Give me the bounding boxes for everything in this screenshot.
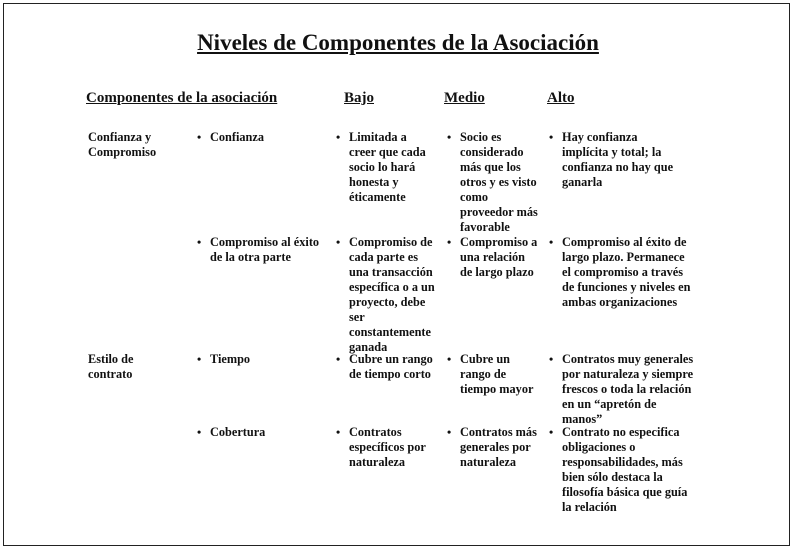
bullet-icon: •: [447, 235, 452, 249]
cell-alto: Contratos muy generales por naturaleza y siempre frescos o toda la relación en un “apretón de manos”: [562, 352, 694, 426]
header-alto: Alto: [547, 90, 575, 106]
bullet-icon: •: [336, 130, 341, 144]
row-category: Estilo de contrato: [88, 352, 134, 381]
bullet-icon: •: [336, 235, 341, 249]
cell-medio: Compromiso a una relación de largo plazo: [460, 235, 538, 279]
bullet-icon: •: [549, 425, 554, 439]
cell-component: Compromiso al éxito de la otra parte: [210, 235, 320, 264]
bullet-icon: •: [447, 425, 452, 439]
cell-bajo: Limitada a creer que cada socio lo hará honesta y éticamente: [349, 130, 426, 204]
cell-component: Cobertura: [210, 425, 266, 439]
cell-alto: Compromiso al éxito de largo plazo. Permanece el compromiso a través de funciones y niveles en ambas organizaciones: [562, 235, 691, 309]
cell-bajo: Contratos específicos por naturaleza: [349, 425, 426, 469]
cell-medio: Socio es considerado más que los otros y es visto como proveedor más favorable: [460, 130, 538, 234]
cell-bajo: Compromiso de cada parte es una transacción específica o a un proyecto, debe ser constantemente ganada: [349, 235, 435, 354]
cell-medio: Cubre un rango de tiempo mayor: [460, 352, 534, 396]
cell-component: Tiempo: [210, 352, 251, 366]
header-components: Componentes de la asociación: [86, 90, 278, 106]
cell-component: Confianza: [210, 130, 264, 144]
bullet-icon: •: [197, 130, 202, 144]
bullet-icon: •: [336, 425, 341, 439]
header-bajo: Bajo: [344, 90, 374, 106]
cell-alto: Hay confianza implícita y total; la confianza no hay que ganarla: [562, 130, 674, 189]
bullet-icon: •: [447, 130, 452, 144]
cell-bajo: Cubre un rango de tiempo corto: [349, 352, 433, 381]
cell-alto: Contrato no especifica obligaciones o responsabilidades, más bien sólo destaca la filosofía básica que guía la relación: [562, 425, 688, 514]
bullet-icon: •: [197, 352, 202, 366]
bullet-icon: •: [197, 235, 202, 249]
bullet-icon: •: [549, 235, 554, 249]
cell-medio: Contratos más generales por naturaleza: [460, 425, 537, 469]
bullet-icon: •: [336, 352, 341, 366]
header-medio: Medio: [444, 90, 485, 106]
bullet-icon: •: [549, 130, 554, 144]
bullet-icon: •: [549, 352, 554, 366]
bullet-icon: •: [447, 352, 452, 366]
bullet-icon: •: [197, 425, 202, 439]
page-title: Niveles de Componentes de la Asociación: [197, 30, 599, 55]
row-category: Confianza y Compromiso: [88, 130, 157, 159]
